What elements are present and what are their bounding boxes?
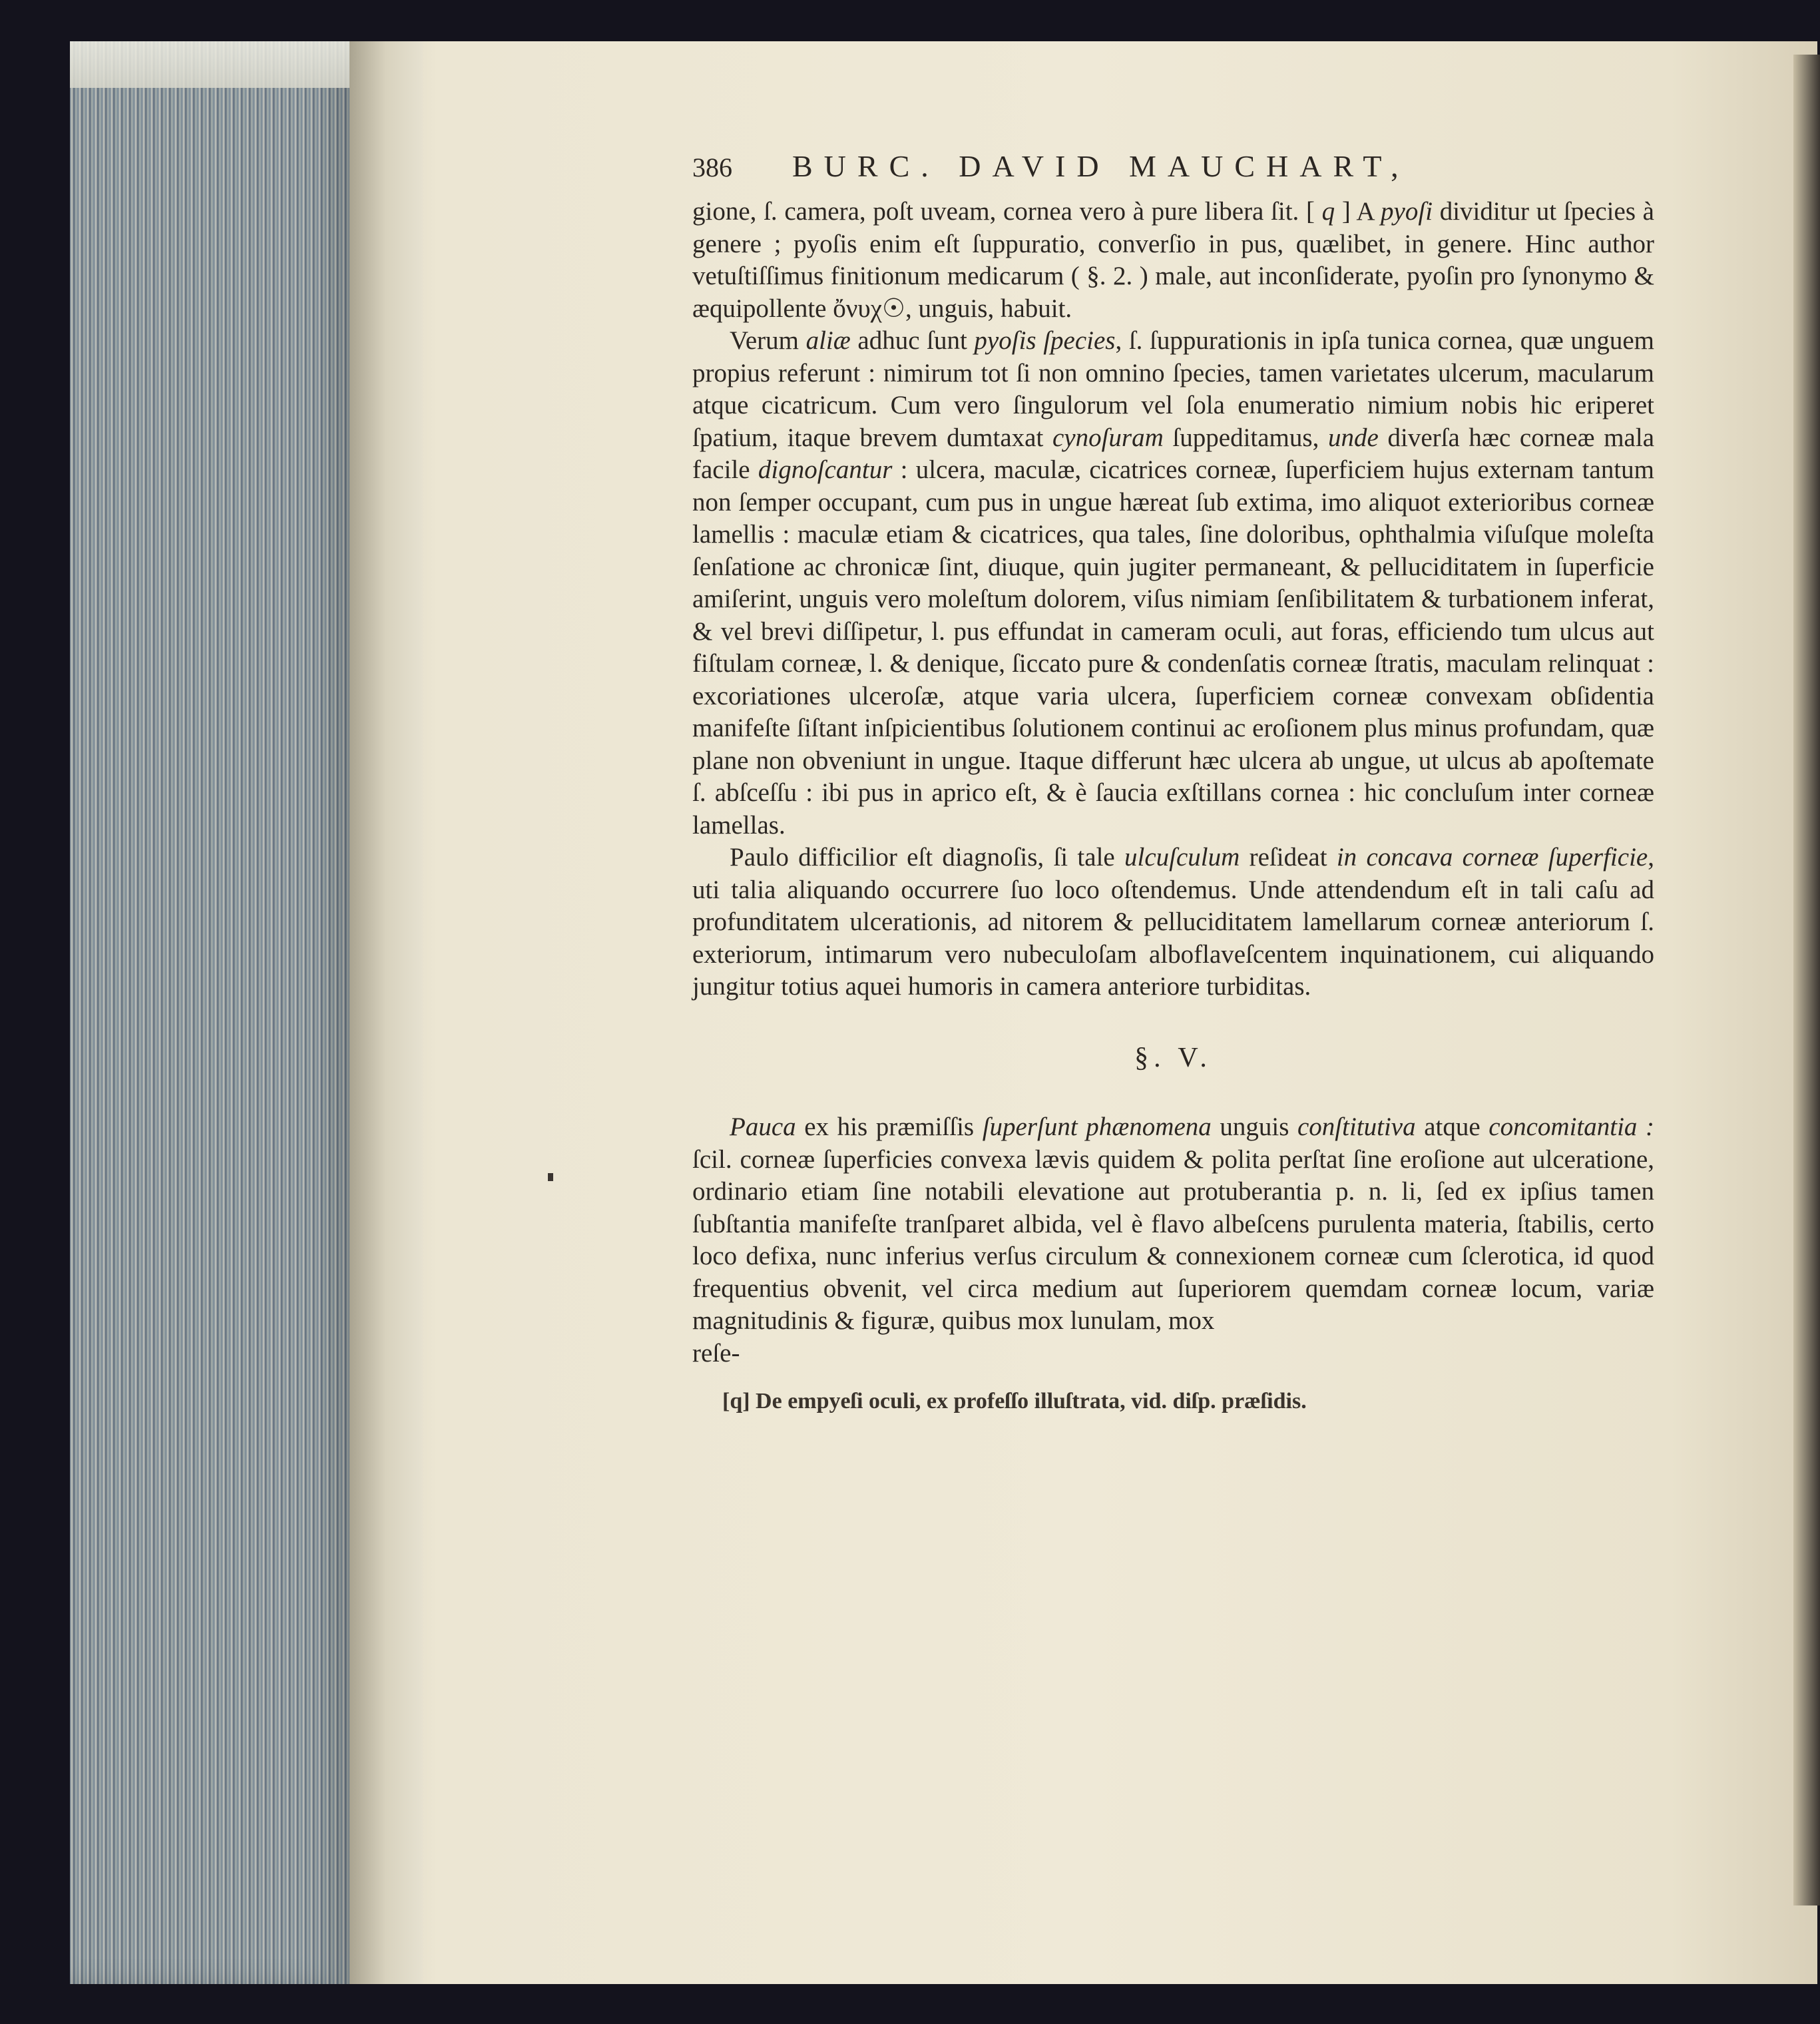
- italic-run: concomitantia :: [1488, 1113, 1654, 1141]
- text-run: Verum: [730, 326, 806, 355]
- text-run: , uti talia aliquando occurrere ſuo loco oſtendemus. Unde attendendum eſt in tali caſu ad profunditatem ulcerationis, ad nitorem & pelluciditatem lamellarum corneæ anteriorum ſ. exteriorum, intimarum vero nubeculoſam alboflaveſcentem inquinationem, cui aliquando jungitur totius aquei humoris in camera anteriore turbiditas.: [692, 843, 1654, 1001]
- italic-run: Pauca: [730, 1113, 796, 1141]
- text-run: unguis: [1211, 1113, 1297, 1141]
- italic-run: q: [1321, 197, 1335, 226]
- running-title: BURC. DAVID MAUCHART,: [792, 149, 1410, 183]
- text-run: atque: [1415, 1113, 1489, 1141]
- text-run: ſuppeditamus,: [1163, 423, 1328, 452]
- text-run: : ulcera, maculæ, cicatrices corneæ, ſuperficiem hujus externam tantum non ſemper occupant, cum pus in ungue hæreat ſub extima, imo aliquot exterioribus corneæ lamellis : maculæ etiam & cicatrices, qua tales, ſine doloribus, ophthalmia viſuſque moleſta ſenſatione ac chronicæ ſint, diuque, quin jugiter permaneant, & pelluciditatem in ſuperficie amiſerint, unguis vero moleſtum dolorem, viſus nimiam ſenſibilitatem & turbationem inferat, & vel brevi diſſipetur, l. pus effundat in cameram oculi, aut foras, efficiendo tum ulcus aut fiſtulam corneæ, l. & denique, ſiccato pure & condenſatis corneæ ſtratis, maculam relinquat : excoriationes ulceroſæ, atque varia ulcera, ſuperficiem corneæ convexam obſidentia manifeſte ſiſtant inſpicientibus ſolutionem continui ac eroſionem plus minus profundam, quæ plane non obveniunt in ungue. Itaque differunt hæc ulcera ab ungue, ut ulcus ab apoſtemate ſ. abſceſſu : ibi pus in aprico eſt, & è ſaucia exſtillans cornea : hic concluſum inter corneæ lamellas.: [692, 455, 1654, 840]
- italic-run: pyoſis ſpecies: [974, 326, 1116, 355]
- italic-run: unde: [1328, 423, 1379, 452]
- paragraph-p3: [692, 842, 1654, 1003]
- italic-run: aliæ: [805, 326, 851, 355]
- paragraph-p4: [692, 1111, 1654, 1338]
- page-text: [692, 150, 1654, 1418]
- text-run: , ſ. ſuppurationis in ipſa tunica cornea, quæ unguem propius referunt : nimirum tot ſi non omnino ſpecies, tamen varietates ulcerum, macularum atque cicatricum. Cum vero ſingulorum vel ſola enumeratio nimium nobis hic eriperet ſpatium, itaque brevem dumtaxat: [692, 326, 1654, 452]
- text-run: dividitur ut ſpecies à genere ; pyoſis enim eſt ſuppuratio, converſio in pus, quælibet, in genere. Hinc author vetuſtiſſimus finitionum medicarum ( §. 2. ) male, aut inconſiderate, pyoſin pro ſynonymo & æquipollente ὄνυχ☉, unguis, habuit.: [692, 197, 1654, 323]
- italic-run: conſtitutiva: [1297, 1113, 1416, 1141]
- next-page-edge: [1793, 55, 1820, 1905]
- body-paragraph-section-v: [692, 1111, 1654, 1338]
- text-run: diverſa hæc corneæ mala facile: [692, 423, 1655, 484]
- text-run: adhuc ſunt: [850, 326, 975, 355]
- paragraph-p1: [692, 196, 1654, 325]
- text-run: ] A: [1335, 197, 1381, 226]
- paragraph-p2: [692, 325, 1654, 842]
- running-head: [692, 150, 1654, 192]
- italic-run: ulcuſculum: [1124, 843, 1240, 872]
- italic-run: pyoſi: [1381, 197, 1433, 226]
- gutter: [349, 41, 423, 1984]
- italic-run: dignoſcantur: [758, 455, 893, 484]
- text-run: reſideat: [1240, 843, 1337, 872]
- section-heading: §. V.: [1134, 1042, 1212, 1073]
- italic-run: ſuperſunt phænomena: [982, 1113, 1212, 1141]
- italic-run: cynoſuram: [1052, 423, 1164, 452]
- text-run: gione, ſ. camera, poſt uveam, cornea vero à pure libera ſit. [: [692, 197, 1322, 226]
- page-edges-top: [70, 41, 349, 88]
- page-edges: [70, 41, 349, 1984]
- text-run: ſcil. corneæ ſuperficies convexa lævis quidem & polita perſtat ſine eroſione aut ulceratione, ordinario etiam ſine notabili elevatione aut protuberantia p. n. li, ſed ex ipſius tamen ſubſtantia manifeſte tranſparet albida, vel è flavo albeſcens purulenta materia, ſtabilis, certo loco defixa, nunc inferius verſus circulum & connexionem corneæ cum ſclerotica, id quod frequentius obvenit, vel circa medium aut ſuperiorem quemdam corneæ locum, variæ magnitudinis & figuræ, quibus mox lunulam, mox: [692, 1144, 1654, 1335]
- text-run: Paulo difficilior eſt diagnoſis, ſi tale: [730, 843, 1125, 872]
- ink-speck: [548, 1173, 553, 1181]
- body-paragraphs: [692, 196, 1654, 1003]
- text-run: ex his præmiſſis: [796, 1113, 983, 1141]
- footnote: [q] De empyeſi oculi, ex profeſſo illuſtrata, vid. diſp. præſidis.: [722, 1389, 1307, 1413]
- page-number: 386: [692, 152, 732, 182]
- italic-run: in concava corneæ ſuperficie: [1336, 843, 1648, 872]
- catchword: reſe-: [692, 1338, 740, 1368]
